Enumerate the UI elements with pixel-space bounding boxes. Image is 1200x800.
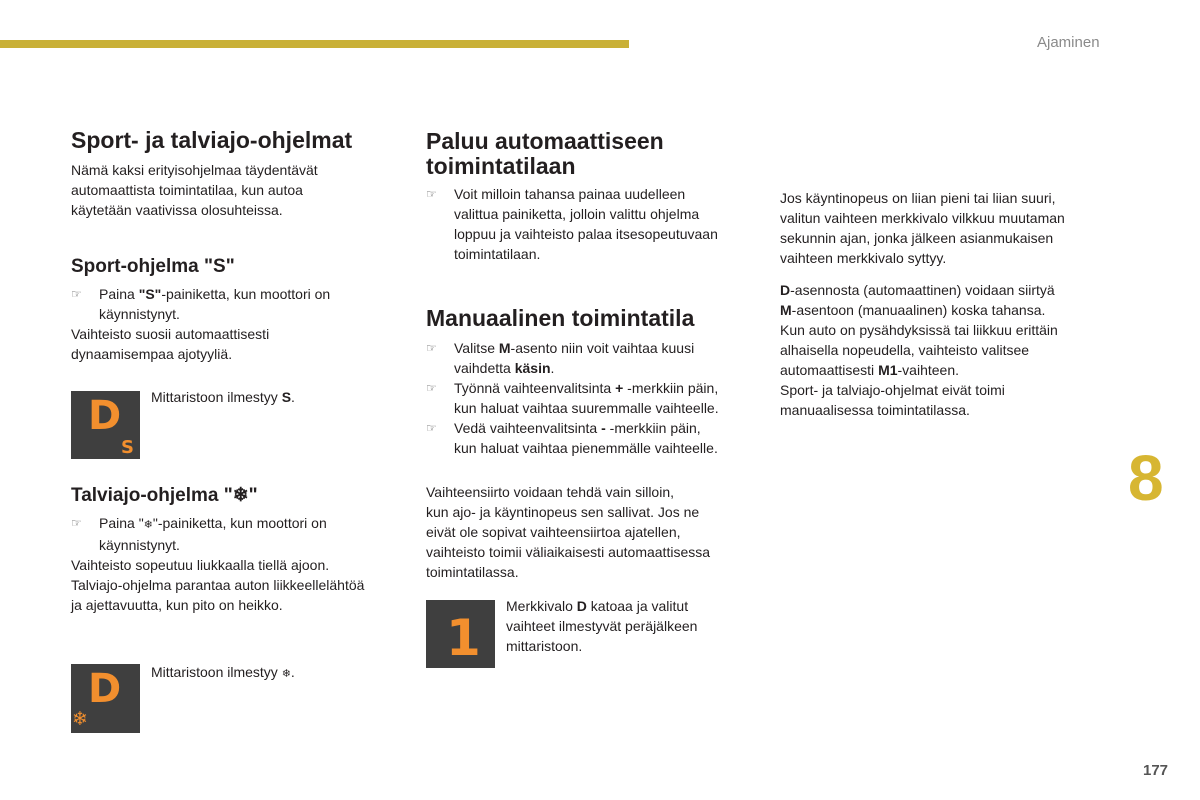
right-para-1: Jos käyntinopeus on liian pieni tai liian suuri, valitun vaihteen merkkivalo vilkkuu muutaman sekunnin ajan, jonka jälkeen asianmukaisen vaihteen merkkivalo syttyy.: [780, 190, 1065, 266]
sport-caption: Mittaristoon ilmestyy S.: [151, 389, 295, 405]
header-accent-bar: [0, 40, 629, 48]
snowflake-icon: ❄: [281, 668, 291, 680]
right-para-2: D-asennosta (automaattinen) voidaan siirtyä M-asentoon (manuaalinen) koska tahansa. Kun auto on pysähdyksissä tai liikkuu erittäin alhaisella nopeudella, vaihteisto valitsee automaattisesti M1-vaihteen. Sport- ja talviajo-ohjelmat eivät toimi manuaalisessa toimintatilassa.: [780, 282, 1058, 418]
sport-display-image: D S: [71, 391, 140, 459]
manual-bullet: ☞ Valitse M-asento niin voit vaihtaa kuusi vaihdetta käsin.: [426, 340, 695, 376]
snowflake-icon: ❄: [143, 519, 153, 531]
manual-section: [426, 306, 766, 458]
winter-text-line: ja ajettavuutta, kun pito on heikko.: [71, 597, 283, 613]
winter-bullet: ☞ Paina "❄"-painiketta, kun moottori on käynnistynyt.: [71, 515, 327, 553]
gear-display-image: 1: [426, 600, 495, 668]
manual-bullet: ☞ Vedä vaihteenvalitsinta - -merkkiin päin, kun haluat vaihtaa pienemmälle vaihteelle.: [426, 420, 718, 456]
sport-heading: Sport-ohjelma "S": [71, 256, 235, 277]
page-number: 177: [1143, 762, 1169, 779]
winter-text-line: Talviajo-ohjelma parantaa auton liikkeellelähtöä: [71, 577, 365, 593]
winter-heading: Talviajo-ohjelma "❄": [71, 485, 258, 506]
hand-pointer-icon: ☞: [426, 341, 437, 355]
sport-text-line: Vaihteisto suosii automaattisesti: [71, 326, 270, 342]
sport-winter-title: Sport- ja talviajo-ohjelmat: [71, 127, 353, 153]
left-column: [71, 128, 401, 220]
intro-line: käytetään vaativissa olosuhteissa.: [71, 202, 283, 218]
manual-bullet: ☞ Työnnä vaihteenvalitsinta + -merkkiin päin, kun haluat vaihtaa suuremmalle vaihteelle.: [426, 380, 719, 416]
winter-display-image: D ❄: [71, 664, 140, 733]
hand-pointer-icon: ☞: [426, 421, 437, 435]
return-bullet: ☞ Voit milloin tahansa painaa uudelleen valittua painiketta, jolloin valittu ohjelma loppuu ja vaihteisto palaa itsesopeutuvaan toimintatilaan.: [426, 186, 718, 262]
sport-section: [71, 256, 401, 364]
winter-text-line: Vaihteisto sopeutuu liukkaalla tiellä ajoon.: [71, 557, 330, 573]
hand-pointer-icon: ☞: [426, 381, 437, 395]
sport-bullet: ☞ Paina "S"-painiketta, kun moottori on käynnistynyt.: [71, 286, 331, 322]
winter-caption: Mittaristoon ilmestyy ❄.: [151, 664, 295, 680]
chapter-number: 8: [1128, 442, 1164, 514]
snowflake-icon: ❄: [72, 708, 88, 730]
hand-pointer-icon: ☞: [71, 516, 82, 530]
gear-caption: Merkkivalo D katoaa ja valitut vaihteet ilmestyvät peräjälkeen mittaristoon.: [506, 598, 698, 654]
manual-text: Vaihteensiirto voidaan tehdä vain silloin, kun ajo- ja käyntinopeus sen sallivat. Jos ne eivät ole sopivat vaihteensiirtoa ajatellen, vaihteisto toimii väliaikaisesti automaattisessa toimintatilassa.: [426, 484, 711, 580]
winter-section: [71, 485, 411, 615]
hand-pointer-icon: ☞: [426, 187, 437, 201]
return-section: [426, 129, 756, 264]
section-label: Ajaminen: [1037, 34, 1100, 51]
return-title: Paluu automaattiseen: [426, 128, 664, 154]
intro-line: automaattista toimintatilaa, kun autoa: [71, 182, 303, 198]
sport-text-line: dynaamisempaa ajotyyliä.: [71, 346, 233, 362]
return-title: toimintatilaan: [426, 153, 576, 179]
hand-pointer-icon: ☞: [71, 287, 82, 301]
manual-title: Manuaalinen toimintatila: [426, 305, 695, 331]
intro-line: Nämä kaksi erityisohjelmaa täydentävät: [71, 162, 318, 178]
